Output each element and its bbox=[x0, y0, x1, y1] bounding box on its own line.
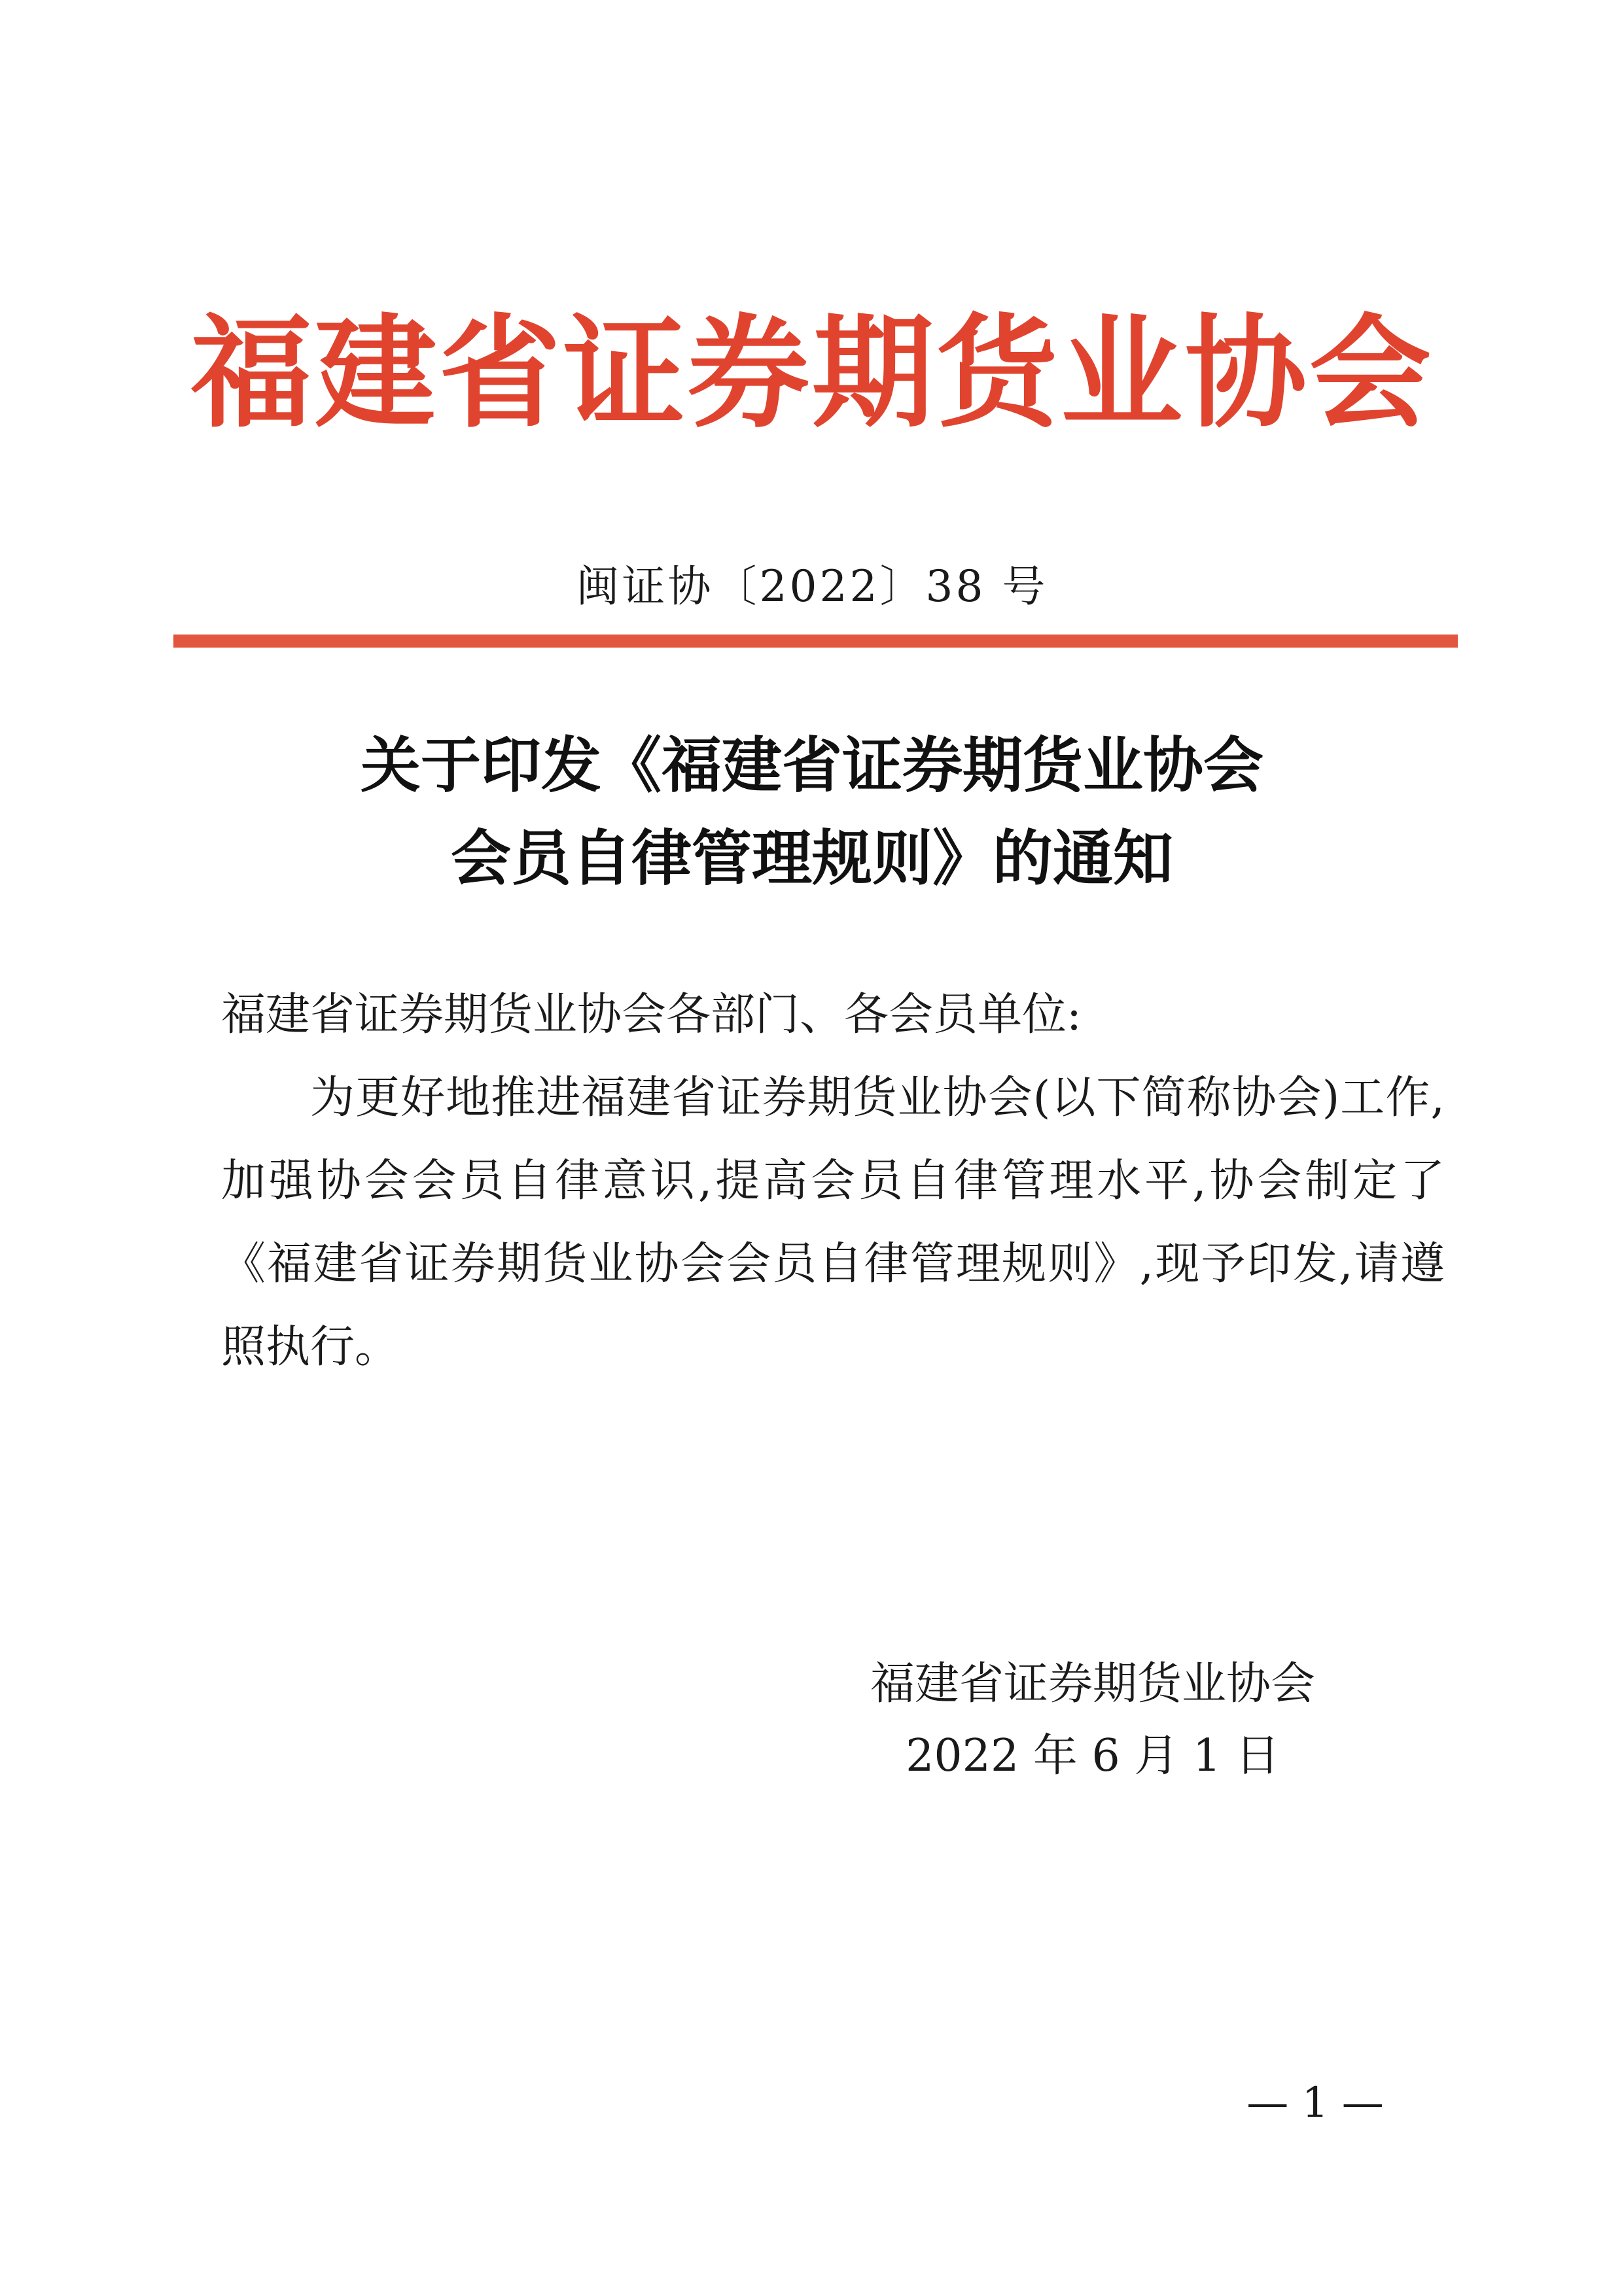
page-number: — 1 — bbox=[1246, 2079, 1384, 2127]
signature-date: 2022 年 6 月 1 日 bbox=[906, 1730, 1280, 1782]
title-line-1: 关于印发《福建省证券期货业协会 bbox=[360, 731, 1263, 801]
salutation: 福建省证券期货业协会各部门、各会员单位: bbox=[221, 989, 1082, 1041]
red-divider bbox=[173, 635, 1458, 648]
document-number: 闽证协〔2022〕38 号 bbox=[576, 561, 1048, 612]
organization-header: 福建省证券期货业协会 bbox=[190, 301, 1434, 444]
body-paragraph: 为更好地推进福建省证券期货业协会(以下简称协会)工作,加强协会会员自律意识,提高会员自律管理水平,协会制定了《福建省证券期货业协会会员自律管理规则》,现予印发,请遵照执行。 bbox=[221, 1072, 1445, 1373]
signature-organization: 福建省证券期货业协会 bbox=[870, 1658, 1315, 1710]
title-line-2: 会员自律管理规则》的通知 bbox=[450, 824, 1173, 894]
signature-block bbox=[838, 1648, 1348, 1792]
document-title bbox=[0, 720, 1624, 905]
